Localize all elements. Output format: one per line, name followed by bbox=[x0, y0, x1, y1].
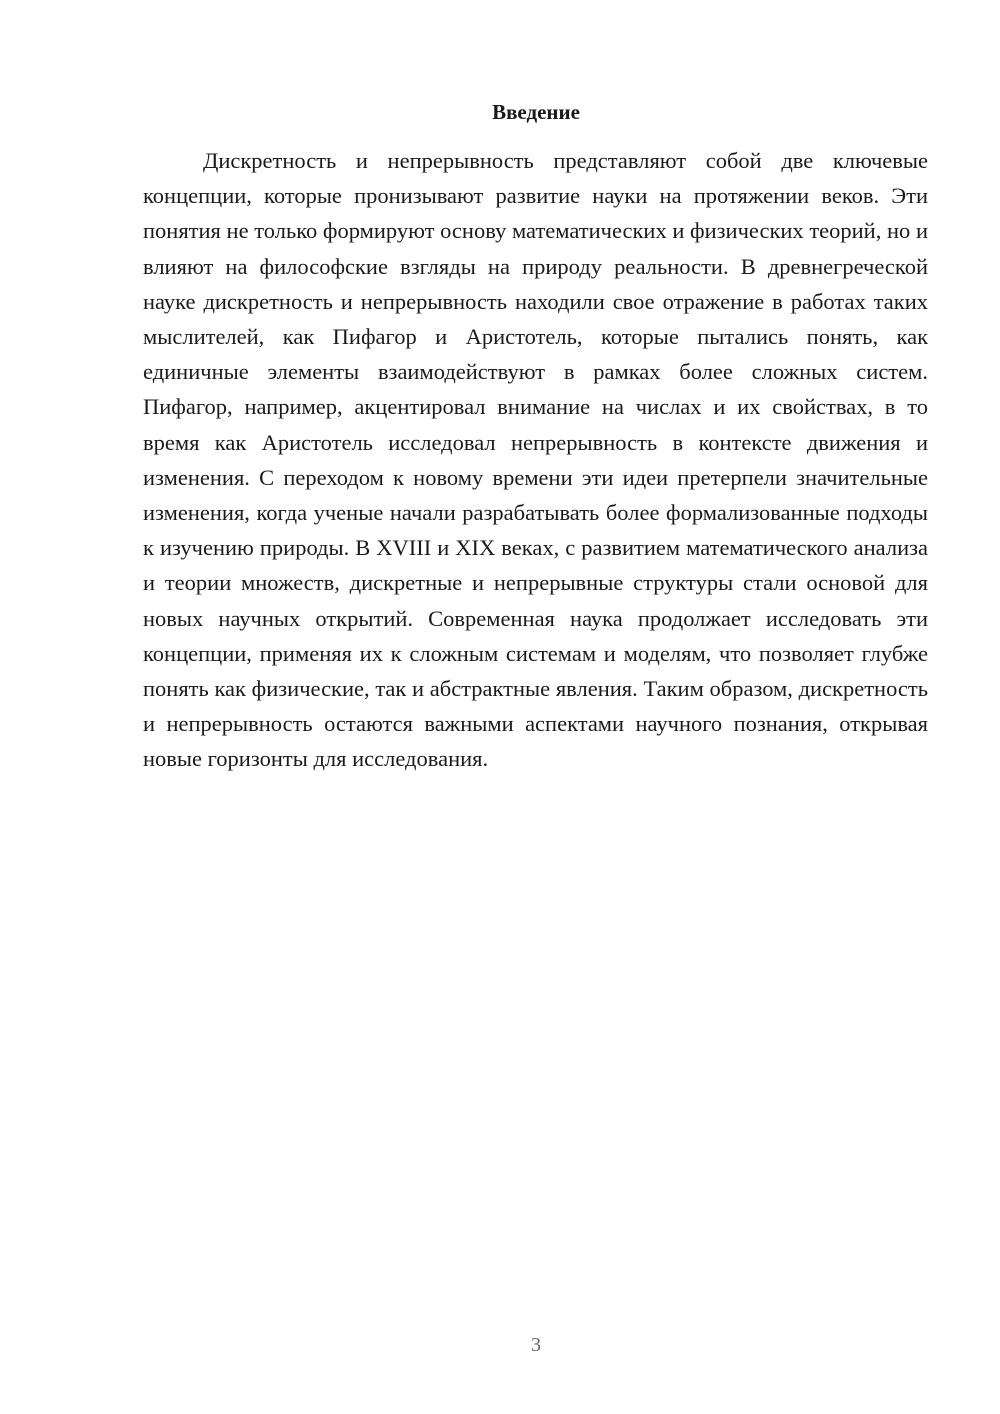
body-paragraph: Дискретность и непрерывность представляют собой две ключевые концепции, которые пронизывают развитие науки на протяжении веков. Эти понятия не только формируют основу математических и физических теорий, но и влияют на философские взгляды на природу реальности. В древнегреческой науке дискретность и непрерывность находили свое отражение в работах таких мыслителей, как Пифагор и Аристотель, которые пытались понять, как единичные элементы взаимодействуют в рамках более сложных систем. Пифагор, например, акцентировал внимание на числах и их свойствах, в то время как Аристотель исследовал непрерывность в контексте движения и изменения. С переходом к новому времени эти идеи претерпели значительные изменения, когда ученые начали разрабатывать более формализованные подходы к изучению природы. В XVIII и XIX веках, с развитием математического анализа и теории множеств, дискретные и непрерывные структуры стали основой для новых научных открытий. Современная наука продолжает исследовать эти концепции, применяя их к сложным системам и моделям, что позволяет глубже понять как физические, так и абстрактные явления. Таким образом, дискретность и непрерывность остаются важными аспектами научного познания, открывая новые горизонты для исследования. bbox=[143, 148, 928, 772]
section-heading: Введение bbox=[492, 100, 580, 124]
page-number: 3 bbox=[531, 1334, 541, 1356]
